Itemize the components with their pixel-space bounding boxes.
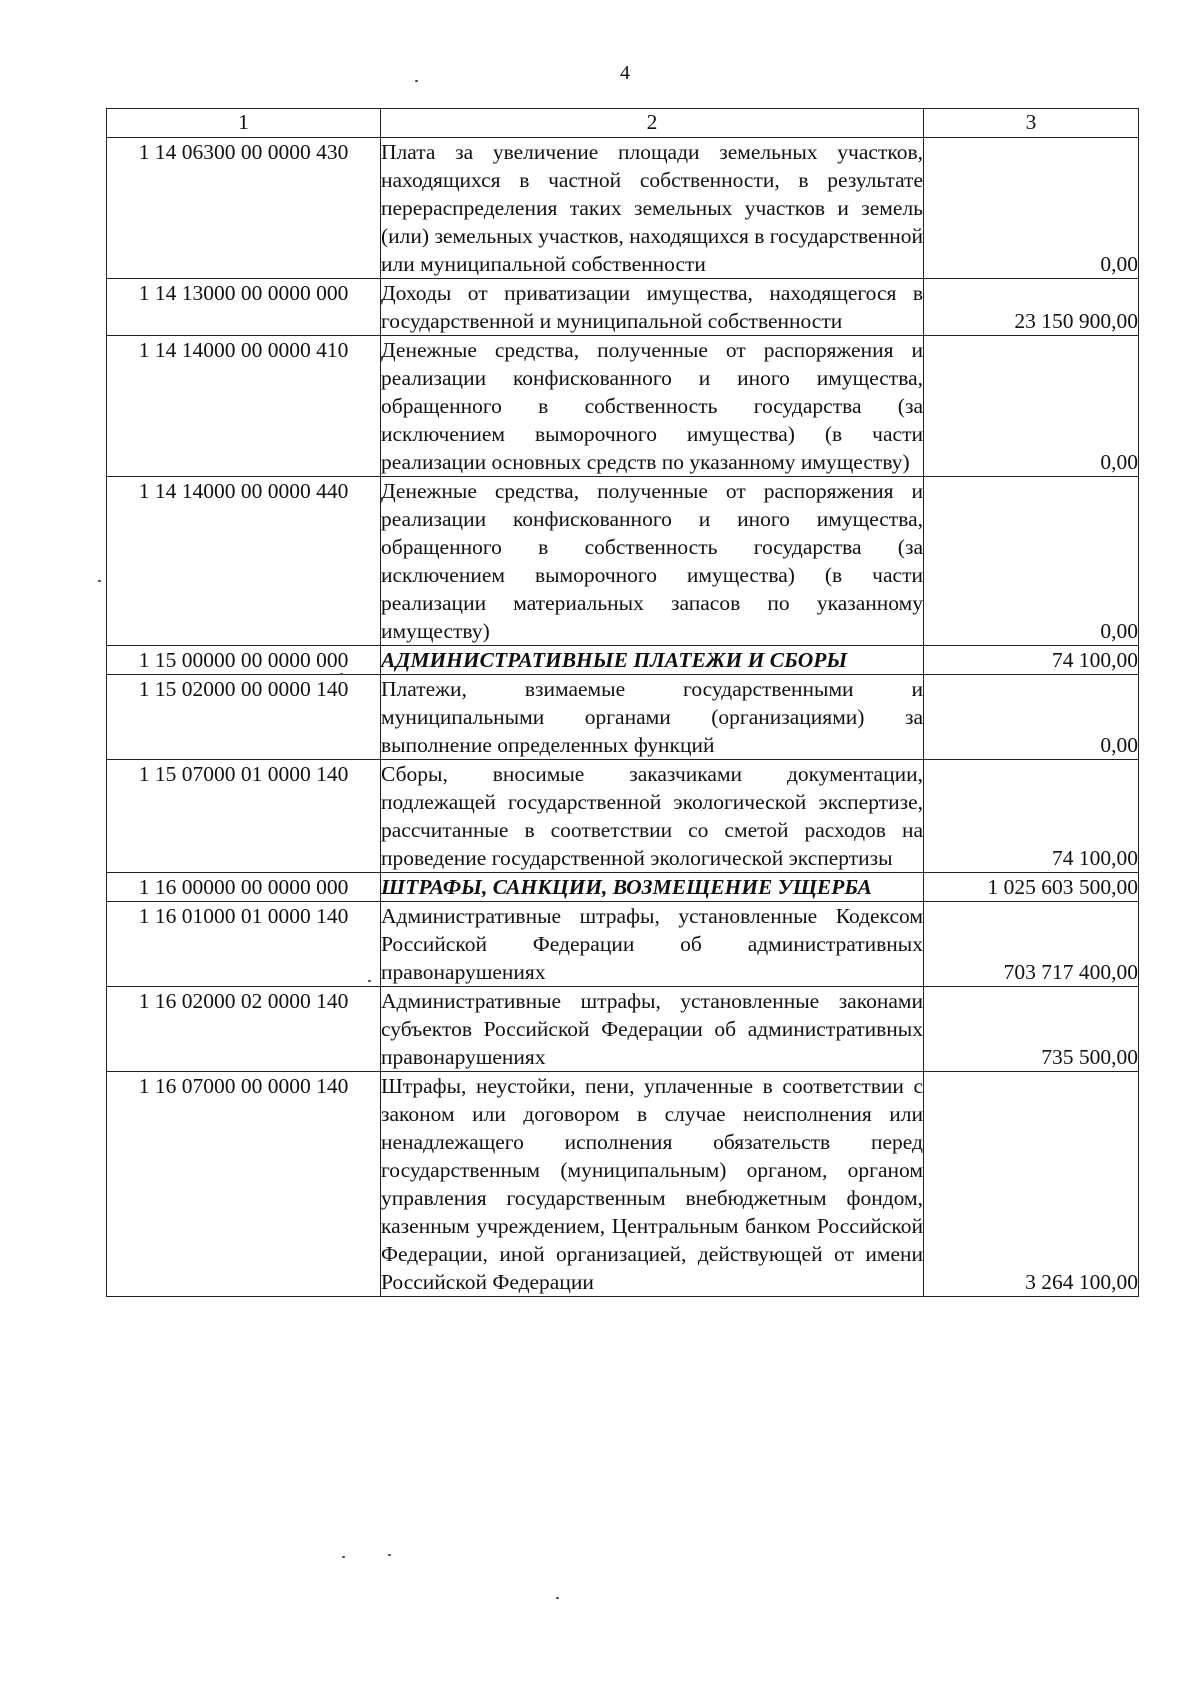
budget-code: 1 14 13000 00 0000 000 xyxy=(107,279,381,336)
description-text: Административные штрафы, установленные Кодексом Российской Федерации об административных правонарушениях xyxy=(381,904,923,984)
budget-code: 1 15 02000 00 0000 140 xyxy=(107,675,381,760)
table-row xyxy=(107,138,1139,279)
amount-value: 703 717 400,00 xyxy=(924,902,1139,987)
income-description xyxy=(381,987,924,1072)
section-title xyxy=(381,646,924,675)
table-header-row xyxy=(107,109,1139,138)
description-text: АДМИНИСТРАТИВНЫЕ ПЛАТЕЖИ И СБОРЫ xyxy=(381,648,848,672)
description-text: Сборы, вносимые заказчиками документации, подлежащей государственной экологической экспертизе, рассчитанные в соответствии со сметой расходов на проведение государственной экологической экспертизы xyxy=(381,762,923,870)
description-text: Плата за увеличение площади земельных участков, находящихся в частной собственности, в результате перераспределения таких земельных участков и земель (или) земельных участков, находящихся в государственной или муниципальной собственности xyxy=(381,140,923,276)
scan-speck xyxy=(342,1556,345,1558)
scan-speck xyxy=(388,1554,391,1556)
table-row xyxy=(107,336,1139,477)
amount-value: 23 150 900,00 xyxy=(924,279,1139,336)
budget-code: 1 14 06300 00 0000 430 xyxy=(107,138,381,279)
scan-speck xyxy=(98,580,101,582)
amount-value: 0,00 xyxy=(924,477,1139,646)
description-text: Платежи, взимаемые государственными и муниципальными органами (организациями) за выполнение определенных функций xyxy=(381,677,923,757)
section-title xyxy=(381,873,924,902)
scan-speck xyxy=(415,80,418,82)
income-description xyxy=(381,675,924,760)
description-text: Доходы от приватизации имущества, находящегося в государственной и муниципальной собственности xyxy=(381,281,923,333)
amount-value: 74 100,00 xyxy=(924,646,1139,675)
column-header-code: 1 xyxy=(107,109,381,138)
amount-value: 74 100,00 xyxy=(924,760,1139,873)
income-description xyxy=(381,760,924,873)
amount-value: 735 500,00 xyxy=(924,987,1139,1072)
table-row xyxy=(107,902,1139,987)
budget-code: 1 15 00000 00 0000 000 xyxy=(107,646,381,675)
scan-speck xyxy=(556,1597,559,1599)
table-row xyxy=(107,675,1139,760)
column-header-amount: 3 xyxy=(924,109,1139,138)
scan-speck xyxy=(368,980,371,982)
budget-code: 1 15 07000 01 0000 140 xyxy=(107,760,381,873)
amount-value: 0,00 xyxy=(924,138,1139,279)
table-row xyxy=(107,1072,1139,1297)
budget-code: 1 16 07000 00 0000 140 xyxy=(107,1072,381,1297)
income-description xyxy=(381,1072,924,1297)
budget-code: 1 16 02000 02 0000 140 xyxy=(107,987,381,1072)
income-description xyxy=(381,279,924,336)
table-row xyxy=(107,279,1139,336)
budget-code: 1 16 00000 00 0000 000 xyxy=(107,873,381,902)
budget-code: 1 14 14000 00 0000 440 xyxy=(107,477,381,646)
income-description xyxy=(381,336,924,477)
budget-code: 1 14 14000 00 0000 410 xyxy=(107,336,381,477)
amount-value: 0,00 xyxy=(924,336,1139,477)
column-header-description: 2 xyxy=(381,109,924,138)
table-row xyxy=(107,873,1139,902)
table-row xyxy=(107,760,1139,873)
description-text: Штрафы, неустойки, пени, уплаченные в соответствии с законом или договором в случае неисполнения или ненадлежащего исполнения обязательств перед государственным (муниципальным) органом, органом управления государственным внебюджетным фондом, казенным учреждением, Центральным банком Российской Федерации, иной организацией, действующей от имени Российской Федерации xyxy=(381,1074,923,1294)
amount-value: 3 264 100,00 xyxy=(924,1072,1139,1297)
description-text: ШТРАФЫ, САНКЦИИ, ВОЗМЕЩЕНИЕ УЩЕРБА xyxy=(381,875,872,899)
table-row xyxy=(107,646,1139,675)
table-row xyxy=(107,477,1139,646)
budget-code: 1 16 01000 01 0000 140 xyxy=(107,902,381,987)
page-number: 4 xyxy=(620,62,630,84)
income-description xyxy=(381,477,924,646)
description-text: Денежные средства, полученные от распоряжения и реализации конфискованного и иного имущества, обращенного в собственность государства (за исключением выморочного имущества) (в части реализации материальных запасов по указанному имуществу) xyxy=(381,479,923,643)
description-text: Денежные средства, полученные от распоряжения и реализации конфискованного и иного имущества, обращенного в собственность государства (за исключением выморочного имущества) (в части реализации основных средств по указанному имуществу) xyxy=(381,338,923,474)
description-text: Административные штрафы, установленные законами субъектов Российской Федерации об административных правонарушениях xyxy=(381,989,923,1069)
amount-value: 0,00 xyxy=(924,675,1139,760)
scan-speck xyxy=(340,673,343,675)
income-description xyxy=(381,138,924,279)
revenue-table xyxy=(106,108,1139,1297)
income-description xyxy=(381,902,924,987)
table-row xyxy=(107,987,1139,1072)
amount-value: 1 025 603 500,00 xyxy=(924,873,1139,902)
